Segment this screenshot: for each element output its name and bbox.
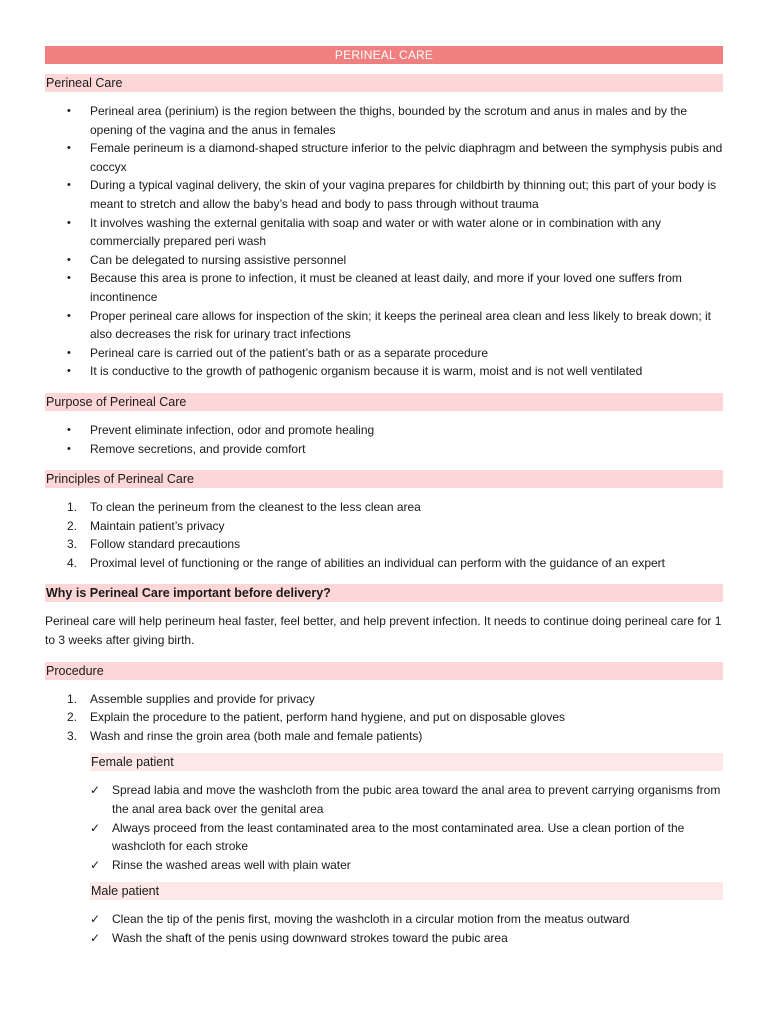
checkmark-icon: ✓ <box>90 912 101 927</box>
list-item <box>45 307 723 344</box>
list-item <box>45 251 723 270</box>
list-item-text: It is conductive to the growth of pathogenic organism because it is warm, moist and is not well ventilated <box>90 364 643 379</box>
list-item-text: During a typical vaginal delivery, the skin of your vagina prepares for childbirth by thinning out; this part of your body is meant to stretch and allow the baby’s head and body to pass through without trauma <box>90 178 717 211</box>
list-item <box>45 708 723 727</box>
list-item-text: Always proceed from the least contaminated area to the most contaminated area. Use a clean portion of the washcloth for each stroke <box>112 820 685 854</box>
list-item-text: Explain the procedure to the patient, perform hand hygiene, and put on disposable gloves <box>90 710 565 725</box>
bullet-icon: • <box>67 309 71 322</box>
list-item <box>90 910 723 929</box>
list-number: 3. <box>67 537 78 552</box>
list-number: 1. <box>67 500 78 515</box>
list-item-text: Perineal care is carried out of the patient’s bath or as a separate procedure <box>90 345 489 360</box>
checkmark-icon: ✓ <box>90 820 101 835</box>
why-paragraph: Perineal care will help perineum heal faster, feel better, and help prevent infection. It needs to continue doing perineal care for 1 to 3 weeks after giving birth. <box>45 614 722 648</box>
list-item-text: To clean the perineum from the cleanest to the less clean area <box>90 500 421 515</box>
checkmark-icon: ✓ <box>90 857 101 872</box>
list-item <box>45 139 723 176</box>
section-heading-perineal-care: Perineal Care <box>45 74 723 92</box>
list-item-text: Rinse the washed areas well with plain water <box>112 857 351 872</box>
checkmark-icon: ✓ <box>90 931 101 945</box>
list-item <box>45 498 723 517</box>
list-item <box>45 421 723 440</box>
list-item-text: Can be delegated to nursing assistive personnel <box>90 252 347 267</box>
list-item-text: Spread labia and move the washcloth from the pubic area toward the anal area to prevent carrying organisms from the anal area back over the genital area <box>112 783 721 817</box>
list-item-text: Because this area is prone to infection, it must be cleaned at least daily, and more if your loved one suffers from incontinence <box>90 271 682 304</box>
list-item <box>45 440 723 459</box>
list-item <box>45 362 723 381</box>
list-item-text: Clean the tip of the penis first, moving the washcloth in a circular motion from the meatus outward <box>112 912 630 927</box>
bullet-icon: • <box>67 142 71 155</box>
list-number: 3. <box>67 728 78 743</box>
bullet-icon: • <box>67 423 71 436</box>
list-number: 1. <box>67 691 78 706</box>
list-item <box>45 554 723 573</box>
bullet-icon: • <box>67 365 71 378</box>
list-item-text: Proximal level of functioning or the range of abilities an individual can perform with the guidance of an expert <box>90 555 665 570</box>
female-checklist <box>90 781 723 874</box>
purpose-bullet-list <box>45 421 723 458</box>
male-checklist <box>90 910 723 947</box>
list-item <box>45 517 723 536</box>
list-item-text: Wash and rinse the groin area (both male and female patients) <box>90 728 423 743</box>
list-item-text: Proper perineal care allows for inspection of the skin; it keeps the perineal area clean and less likely to break down; it also decreases the risk for urinary tract infections <box>90 308 712 342</box>
checkmark-icon: ✓ <box>90 783 101 798</box>
list-number: 2. <box>67 710 78 725</box>
list-item <box>45 727 723 746</box>
section-heading-procedure: Procedure <box>45 662 723 680</box>
list-item <box>45 176 723 213</box>
list-item-text: Wash the shaft of the penis using downward strokes toward the pubic area <box>112 931 508 945</box>
list-item-text: Maintain patient’s privacy <box>90 518 225 533</box>
list-item-text: Remove secretions, and provide comfort <box>90 441 306 456</box>
list-item <box>45 102 723 139</box>
list-item-text: Follow standard precautions <box>90 537 241 552</box>
list-item <box>90 819 723 856</box>
list-item <box>45 214 723 251</box>
list-item <box>45 269 723 306</box>
list-item-text: Assemble supplies and provide for privacy <box>90 691 315 706</box>
bullet-icon: • <box>67 346 71 359</box>
document-title: PERINEAL CARE <box>45 46 723 64</box>
list-number: 2. <box>67 518 78 533</box>
list-item <box>45 690 723 709</box>
procedure-numbered-list <box>45 690 723 746</box>
section-heading-why-important: Why is Perineal Care important before delivery? <box>45 584 723 602</box>
bullet-icon: • <box>67 179 71 192</box>
list-item <box>45 344 723 363</box>
subheading-female-patient: Female patient <box>90 753 723 771</box>
section-heading-principles: Principles of Perineal Care <box>45 470 723 488</box>
list-item <box>45 535 723 554</box>
list-item-text: Perineal area (perinium) is the region between the thighs, bounded by the scrotum and anus in males and by the opening of the vagina and the anus in females <box>90 104 688 137</box>
principles-numbered-list <box>45 498 723 572</box>
list-item-text: Prevent eliminate infection, odor and promote healing <box>90 422 375 437</box>
list-number: 4. <box>67 555 78 570</box>
bullet-icon: • <box>67 442 71 455</box>
list-item <box>90 929 723 948</box>
list-item <box>90 856 723 875</box>
bullet-icon: • <box>67 253 71 266</box>
bullet-icon: • <box>67 216 71 229</box>
subheading-male-patient: Male patient <box>90 882 723 900</box>
section-heading-purpose: Purpose of Perineal Care <box>45 393 723 411</box>
bullet-icon: • <box>67 272 71 285</box>
list-item-text: It involves washing the external genitalia with soap and water or with water alone or in combination with any commercially prepared peri wash <box>90 215 661 249</box>
list-item <box>90 781 723 818</box>
intro-bullet-list <box>45 102 723 381</box>
bullet-icon: • <box>67 105 71 117</box>
list-item-text: Female perineum is a diamond-shaped structure inferior to the pelvic diaphragm and between the symphysis pubis and coccyx <box>90 141 723 174</box>
